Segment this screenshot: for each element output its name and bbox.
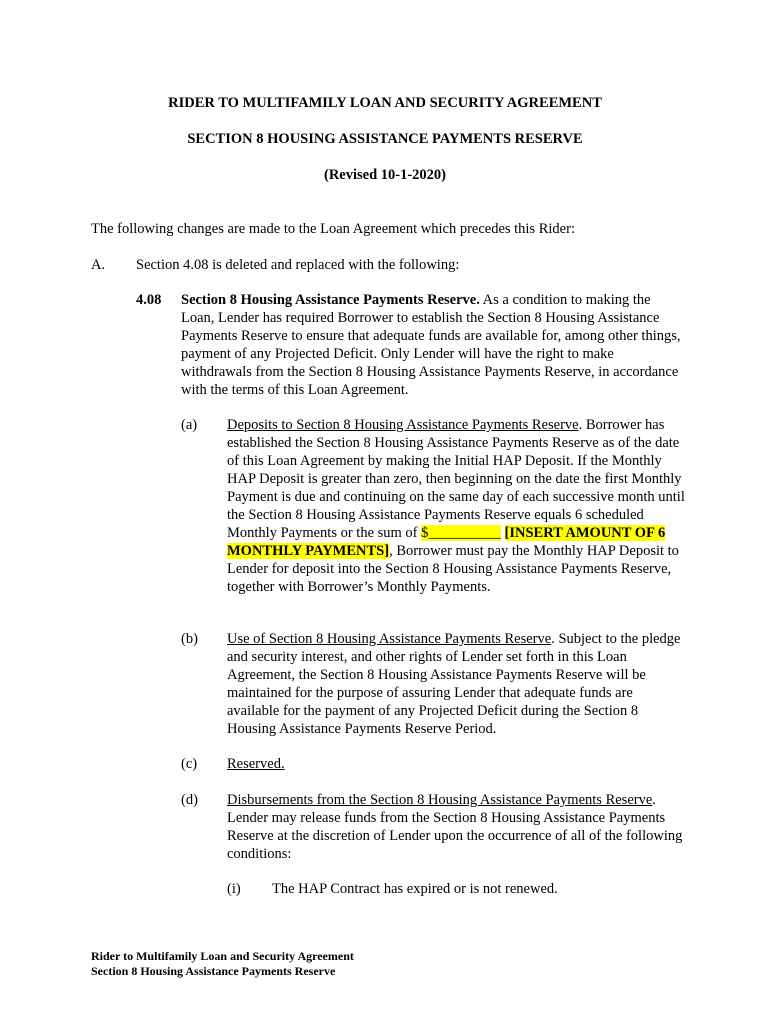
subsection-b-title: Use of Section 8 Housing Assistance Payments Reserve xyxy=(227,631,552,647)
section-heading: Section 8 Housing Assistance Payments Reserve. xyxy=(181,292,480,308)
list-item-i-text: The HAP Contract has expired or is not renewed. xyxy=(272,881,558,897)
footer-line-2: Section 8 Housing Assistance Payments Reserve xyxy=(91,964,336,978)
document-subtitle: SECTION 8 HOUSING ASSISTANCE PAYMENTS RESERVE xyxy=(187,131,583,147)
subsection-d-marker: (d) xyxy=(181,792,198,808)
subsection-c-title: Reserved. xyxy=(227,756,285,772)
subsection-c-marker: (c) xyxy=(181,756,198,772)
section-number: 4.08 xyxy=(136,292,162,308)
item-a-marker: A. xyxy=(91,257,106,273)
subsection-d-body: . Lender may release funds from the Section 8 Housing Assistance Payments Reserve at the discretion of Lender upon the occurrence of all of the following conditions: xyxy=(227,792,683,862)
subsection-b-body: . Subject to the pledge and security interest, and other rights of Lender set forth in this Loan Agreement, the Section 8 Housing Assistance Payments Reserve will be maintained for the purpose of assuring Lender that adequate funds are available for the payment of any Projected Deficit during the Section 8 Housing Assistance Payments Reserve Period. xyxy=(227,631,681,737)
subsection-a-body-1: . Borrower has established the Section 8 Housing Assistance Payments Reserve as of the date of this Loan Agreement by making the Initial HAP Deposit. If the Monthly HAP Deposit is greater than zero, then beginning on the date the first Monthly Payment is due and continuing on the same day of each successive month until the Section 8 Housing Assistance Payments Reserve equals 6 scheduled Monthly Payments or the sum of xyxy=(227,417,685,541)
subsection-a-body-2: , Borrower must pay the Monthly HAP Deposit to Lender for deposit into the Section 8 Housing Assistance Payments Reserve, together with Borrower’s Monthly Payments. xyxy=(227,543,679,595)
footer-line-1: Rider to Multifamily Loan and Security Agreement xyxy=(91,949,354,963)
insert-amount-placeholder: [INSERT AMOUNT OF 6 MONTHLY PAYMENTS] xyxy=(227,525,666,559)
subsection-b-marker: (b) xyxy=(181,631,198,647)
amount-blank: $__________ xyxy=(421,525,501,541)
subsection-b-paragraph xyxy=(227,630,687,738)
subsection-d-paragraph xyxy=(227,791,687,863)
section-body: As a condition to making the Loan, Lender has required Borrower to establish the Section 8 Housing Assistance Payments Reserve to ensure that adequate funds are available for, among other things, payment of any Projected Deficit. Only Lender will have the right to make withdrawals from the Section 8 Housing Assistance Payments Reserve, in accordance with the terms of this Loan Agreement. xyxy=(181,292,681,398)
intro-text: The following changes are made to the Loan Agreement which precedes this Rider: xyxy=(91,221,575,237)
subsection-a-title: Deposits to Section 8 Housing Assistance Payments Reserve xyxy=(227,417,579,433)
revision-date: (Revised 10-1-2020) xyxy=(323,167,447,183)
subsection-a-marker: (a) xyxy=(181,417,198,433)
list-item-i-marker: (i) xyxy=(227,881,241,897)
subsection-a-paragraph xyxy=(227,416,687,596)
subsection-d-title: Disbursements from the Section 8 Housing Assistance Payments Reserve xyxy=(227,792,653,808)
document-title: RIDER TO MULTIFAMILY LOAN AND SECURITY AGREEMENT xyxy=(168,95,602,111)
item-a-text: Section 4.08 is deleted and replaced with the following: xyxy=(136,257,460,273)
section-408-paragraph xyxy=(181,291,681,399)
